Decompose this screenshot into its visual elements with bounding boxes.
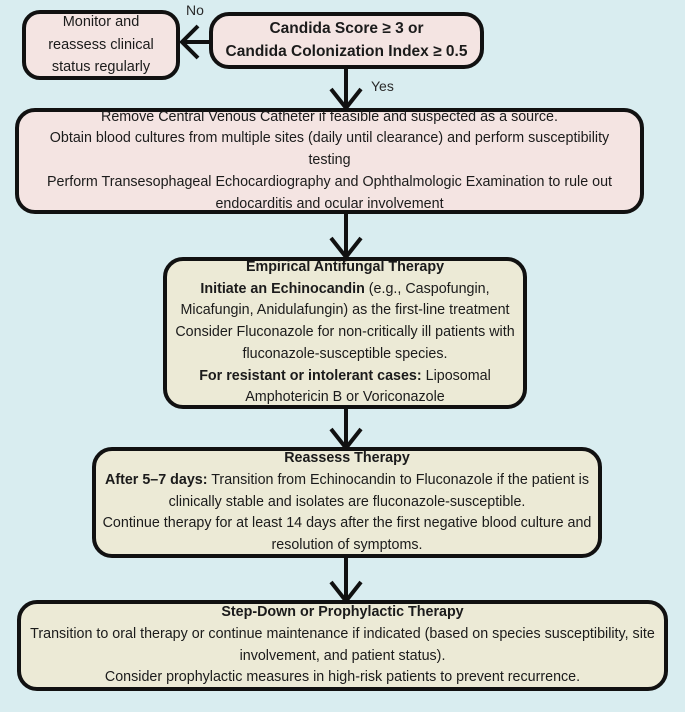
remove-line-3: Perform Transesophageal Echocardiography and Ophthalmologic Examination to rule out endocarditis and ocular involvement <box>46 173 613 212</box>
empirical-p3-lead: For resistant or intolerant cases: <box>199 367 422 384</box>
connector-remove-to-empirical <box>326 213 366 259</box>
monitor-line-1: Monitor and <box>62 14 140 31</box>
empirical-p2-rest: Consider Fluconazole for non-critically ill patients with fluconazole-susceptible species. <box>175 324 515 362</box>
empirical-paragraph-1 <box>167 279 523 322</box>
empirical-p1-lead: Initiate an Echinocandin <box>200 280 365 297</box>
empirical-title: Empirical Antifungal Therapy <box>245 258 445 275</box>
empirical-paragraph-2 <box>167 322 523 365</box>
decision-line-1: Candida Score ≥ 3 or <box>269 20 424 38</box>
empirical-paragraph-3 <box>167 366 523 409</box>
remove-line-1: Remove Central Venous Catheter if feasible and suspected as a source. <box>101 108 558 125</box>
node-remove-catheter-and-workup[interactable] <box>15 108 644 214</box>
edge-label-yes: Yes <box>371 78 394 94</box>
connector-empirical-to-reassess <box>326 408 366 450</box>
node-reassess-therapy[interactable] <box>92 447 602 558</box>
reassess-p1-lead: After 5–7 days: <box>105 471 208 488</box>
stepdown-title: Step-Down or Prophylactic Therapy <box>221 604 464 621</box>
node-candida-score-decision[interactable] <box>209 12 484 69</box>
reassess-title: Reassess Therapy <box>284 450 410 467</box>
stepdown-paragraph-2 <box>99 667 586 689</box>
connector-decision-to-remove <box>326 68 366 110</box>
reassess-paragraph-2 <box>96 513 598 556</box>
reassess-p2-rest: Continue therapy for at least 14 days after the first negative blood culture and resolution of symptoms. <box>102 515 592 554</box>
monitor-line-3: status regularly <box>51 59 151 76</box>
remove-line-2: Obtain blood cultures from multiple sites (daily until clearance) and perform susceptibility testing <box>49 130 610 169</box>
stepdown-paragraph-1 <box>24 624 661 667</box>
node-monitor-and-reassess[interactable] <box>22 10 180 80</box>
decision-line-2: Candida Colonization Index ≥ 0.5 <box>225 42 468 60</box>
reassess-paragraph-1 <box>96 470 598 513</box>
empirical-p1-rest: (e.g., Caspofungin, Micafungin, Anidulafungin) as the first-line treatment <box>180 280 510 319</box>
monitor-line-2: reassess clinical <box>48 36 154 53</box>
node-step-down-or-prophylactic-therapy[interactable] <box>17 600 668 691</box>
reassess-p1-rest: Transition from Echinocandin to Fluconazole if the patient is clinically stable and isolates are fluconazole-susceptible. <box>168 471 589 510</box>
empirical-p3-rest: Liposomal Amphotericin B or Voriconazole <box>245 367 491 406</box>
node-empirical-antifungal-therapy[interactable] <box>163 257 527 409</box>
edge-label-no: No <box>186 2 204 18</box>
connector-reassess-to-stepdown <box>326 557 366 603</box>
stepdown-p1-rest: Transition to oral therapy or continue maintenance if indicated (based on species susceptibility, site involvement, and patient status). <box>30 625 655 664</box>
stepdown-p2-rest: Consider prophylactic measures in high-risk patients to prevent recurrence. <box>104 669 581 686</box>
